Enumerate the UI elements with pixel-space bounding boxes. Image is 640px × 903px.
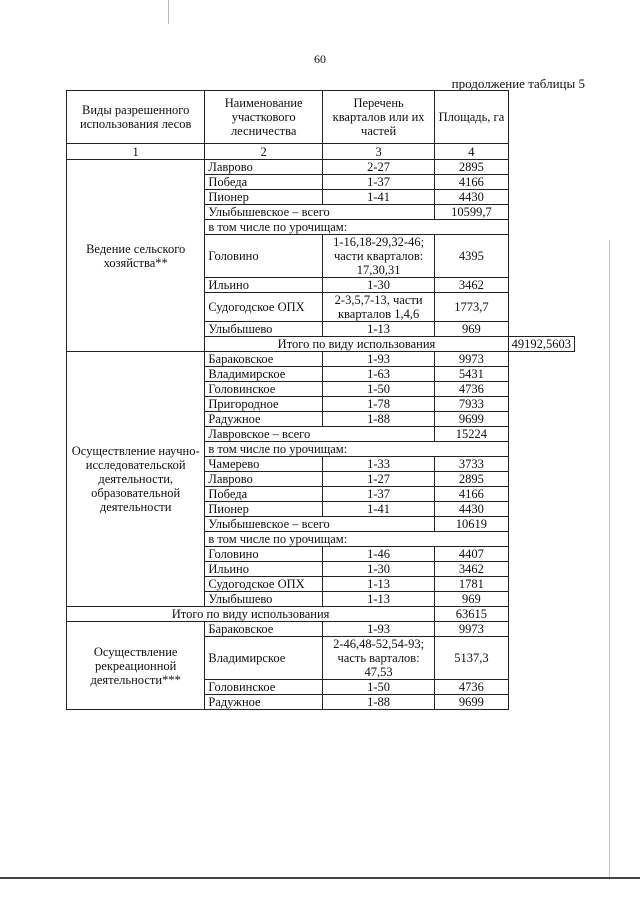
area-cell: 5137,3 (435, 637, 508, 680)
forestry-cell: Владимирское (205, 637, 323, 680)
quarters-cell: 2-46,48-52,54-93; часть варталов: 47,53 (322, 637, 434, 680)
forestry-cell: Головинское (205, 680, 323, 695)
area-cell: 4166 (435, 175, 508, 190)
subtotal-label: Лавровское – всего (205, 427, 435, 442)
area-cell: 9699 (435, 695, 508, 710)
area-cell: 2895 (435, 160, 508, 175)
scan-artifact-bottom (0, 877, 640, 879)
area-cell: 9973 (435, 622, 508, 637)
table-continuation-caption: продолжение таблицы 5 (451, 76, 585, 91)
area-cell: 3733 (435, 457, 508, 472)
column-number: 4 (435, 144, 508, 160)
quarters-cell: 1-33 (322, 457, 434, 472)
column-number: 1 (67, 144, 205, 160)
forestry-cell: Ильино (205, 278, 323, 293)
use-type-agriculture: Ведение сельского хозяйства** (67, 160, 205, 352)
header-use-type: Виды разрешенного использования лесов (67, 91, 205, 144)
subheader-label: в том числе по урочищам: (205, 532, 508, 547)
forestry-cell: Улыбышево (205, 592, 323, 607)
column-number-row (67, 144, 575, 160)
total-label: Итого по виду использования (205, 337, 508, 352)
quarters-cell: 1-37 (322, 487, 434, 502)
forestry-cell: Радужное (205, 412, 323, 427)
area-cell: 4430 (435, 502, 508, 517)
forestry-cell: Судогодское ОПХ (205, 577, 323, 592)
area-cell: 3462 (435, 562, 508, 577)
quarters-cell: 1-63 (322, 367, 434, 382)
area-cell: 5431 (435, 367, 508, 382)
area-cell: 4430 (435, 190, 508, 205)
area-cell: 4736 (435, 382, 508, 397)
total-label: Итого по виду использования (67, 607, 435, 622)
subheader-label: в том числе по урочищам: (205, 220, 508, 235)
quarters-cell: 1-27 (322, 472, 434, 487)
subtotal-label: Улыбышевское – всего (205, 517, 435, 532)
area-cell: 4166 (435, 487, 508, 502)
area-cell: 4407 (435, 547, 508, 562)
area-cell: 3462 (435, 278, 508, 293)
forestry-cell: Пионер (205, 502, 323, 517)
scan-artifact-top (168, 0, 169, 24)
quarters-cell: 1-50 (322, 382, 434, 397)
column-number: 2 (205, 144, 323, 160)
subtotal-value: 15224 (435, 427, 508, 442)
area-cell: 969 (435, 322, 508, 337)
page-number: 60 (314, 52, 326, 66)
forestry-cell: Бараковское (205, 622, 323, 637)
table-row (67, 622, 575, 637)
area-cell: 1781 (435, 577, 508, 592)
table-header-row (67, 91, 575, 144)
quarters-cell: 1-13 (322, 592, 434, 607)
quarters-cell: 1-78 (322, 397, 434, 412)
quarters-cell: 2-3,5,7-13, части кварталов 1,4,6 (322, 293, 434, 322)
use-type-research: Осуществление научно-исследовательской деятельности, образовательной деятельности (67, 352, 205, 607)
quarters-cell: 1-88 (322, 695, 434, 710)
quarters-cell: 1-13 (322, 577, 434, 592)
quarters-cell: 1-41 (322, 502, 434, 517)
forestry-cell: Победа (205, 487, 323, 502)
header-quarters: Перечень кварталов или их частей (322, 91, 434, 144)
area-cell: 4395 (435, 235, 508, 278)
forestry-cell: Головинское (205, 382, 323, 397)
total-value: 63615 (435, 607, 508, 622)
use-type-recreation: Осуществление рекреационной деятельности*** (67, 622, 205, 710)
quarters-cell: 1-16,18-29,32-46; части кварталов: 17,30,31 (322, 235, 434, 278)
subtotal-value: 10599,7 (435, 205, 508, 220)
forestry-cell: Чамерево (205, 457, 323, 472)
area-cell: 1773,7 (435, 293, 508, 322)
forest-use-table (66, 90, 575, 710)
forestry-cell: Головино (205, 547, 323, 562)
header-area: Площадь, га (435, 91, 508, 144)
area-cell: 9973 (435, 352, 508, 367)
quarters-cell: 1-37 (322, 175, 434, 190)
area-cell: 7933 (435, 397, 508, 412)
area-cell: 969 (435, 592, 508, 607)
quarters-cell: 1-30 (322, 278, 434, 293)
subheader-label: в том числе по урочищам: (205, 442, 508, 457)
quarters-cell: 2-27 (322, 160, 434, 175)
quarters-cell: 1-30 (322, 562, 434, 577)
quarters-cell: 1-13 (322, 322, 434, 337)
area-cell: 9699 (435, 412, 508, 427)
forestry-cell: Лаврово (205, 472, 323, 487)
quarters-cell: 1-41 (322, 190, 434, 205)
quarters-cell: 1-93 (322, 622, 434, 637)
area-cell: 4736 (435, 680, 508, 695)
total-value: 49192,5603 (508, 337, 574, 352)
header-forestry: Наименование участкового лесничества (205, 91, 323, 144)
quarters-cell: 1-88 (322, 412, 434, 427)
forestry-cell: Улыбышево (205, 322, 323, 337)
subtotal-label: Улыбышевское – всего (205, 205, 435, 220)
forestry-cell: Радужное (205, 695, 323, 710)
table-row (67, 160, 575, 175)
quarters-cell: 1-50 (322, 680, 434, 695)
forestry-cell: Судогодское ОПХ (205, 293, 323, 322)
total-row (67, 607, 575, 622)
forestry-cell: Победа (205, 175, 323, 190)
table-row (67, 352, 575, 367)
forestry-cell: Владимирское (205, 367, 323, 382)
forestry-cell: Лаврово (205, 160, 323, 175)
area-cell: 2895 (435, 472, 508, 487)
scan-artifact-right (609, 240, 610, 880)
forestry-cell: Пионер (205, 190, 323, 205)
quarters-cell: 1-46 (322, 547, 434, 562)
forestry-cell: Ильино (205, 562, 323, 577)
quarters-cell: 1-93 (322, 352, 434, 367)
column-number: 3 (322, 144, 434, 160)
forestry-cell: Пригородное (205, 397, 323, 412)
forestry-cell: Бараковское (205, 352, 323, 367)
subtotal-value: 10619 (435, 517, 508, 532)
forestry-cell: Головино (205, 235, 323, 278)
